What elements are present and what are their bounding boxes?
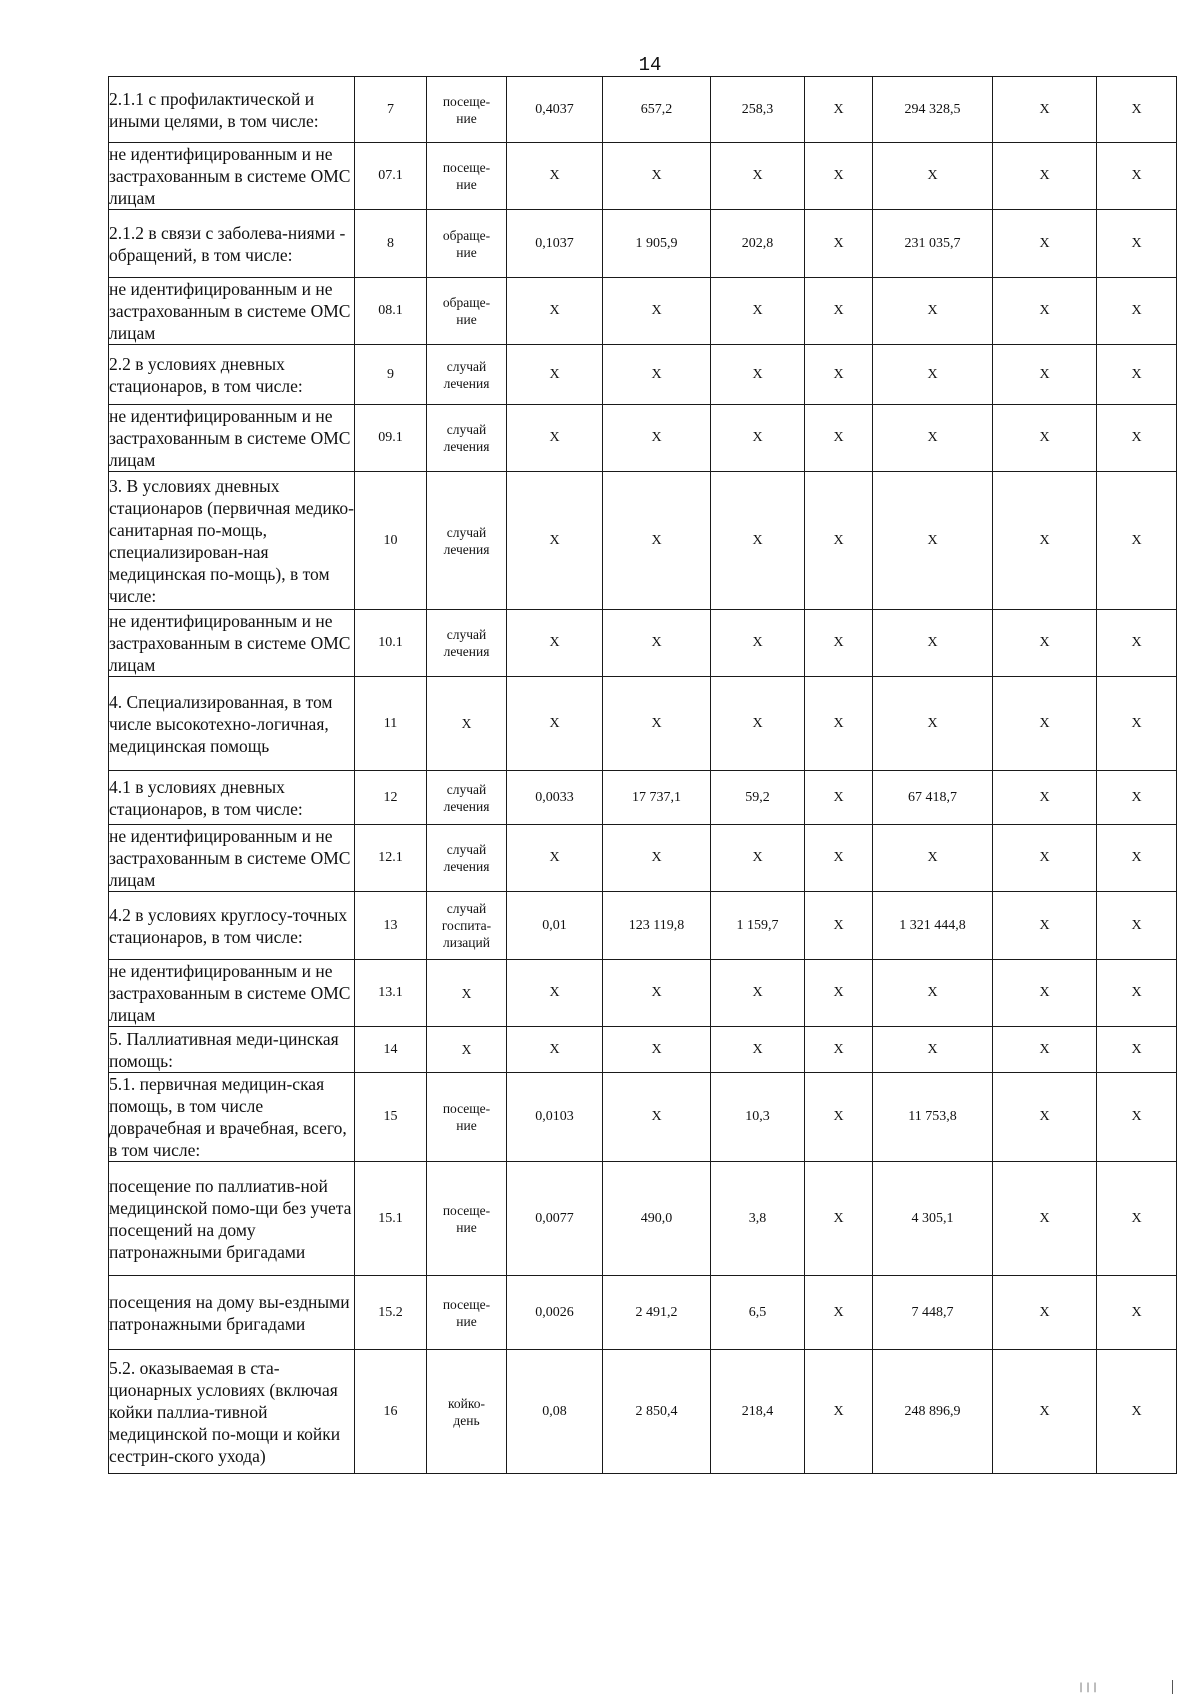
unit-cell: посеще- ние	[427, 143, 507, 210]
row-label: 5.1. первичная медицин-ская помощь, в том числе доврачебная и врачебная, всего, в том числе:	[109, 1073, 355, 1162]
value-cell: 11 753,8	[873, 1073, 993, 1162]
value-cell: Х	[711, 960, 805, 1027]
value-cell: Х	[805, 1350, 873, 1474]
value-cell: Х	[1097, 1073, 1177, 1162]
value-cell: Х	[993, 825, 1097, 892]
value-cell: 6,5	[711, 1276, 805, 1350]
volumes-table	[108, 76, 1177, 1474]
value-cell: Х	[1097, 345, 1177, 405]
value-cell: 1 321 444,8	[873, 892, 993, 960]
row-number: 11	[355, 677, 427, 771]
table-row	[109, 1276, 1177, 1350]
value-cell: Х	[993, 892, 1097, 960]
value-cell: Х	[805, 1276, 873, 1350]
table-row	[109, 771, 1177, 825]
value-cell: Х	[993, 345, 1097, 405]
value-cell: Х	[603, 677, 711, 771]
value-cell: Х	[993, 610, 1097, 677]
row-number: 13	[355, 892, 427, 960]
value-cell: Х	[805, 677, 873, 771]
unit-cell: случай лечения	[427, 405, 507, 472]
row-number: 15	[355, 1073, 427, 1162]
row-number: 14	[355, 1027, 427, 1073]
row-number: 7	[355, 77, 427, 143]
value-cell: Х	[993, 960, 1097, 1027]
value-cell: 231 035,7	[873, 210, 993, 278]
value-cell: Х	[507, 278, 603, 345]
row-number: 13.1	[355, 960, 427, 1027]
value-cell: Х	[873, 472, 993, 610]
value-cell: Х	[711, 1027, 805, 1073]
page-number: 14	[638, 54, 662, 76]
table-row	[109, 278, 1177, 345]
value-cell: Х	[603, 1073, 711, 1162]
value-cell: Х	[873, 825, 993, 892]
row-number: 08.1	[355, 278, 427, 345]
table-row	[109, 1073, 1177, 1162]
value-cell: Х	[1097, 610, 1177, 677]
value-cell: Х	[507, 960, 603, 1027]
unit-cell: случай лечения	[427, 345, 507, 405]
value-cell: 0,0026	[507, 1276, 603, 1350]
value-cell: Х	[1097, 143, 1177, 210]
table-row	[109, 1162, 1177, 1276]
value-cell: Х	[873, 610, 993, 677]
value-cell: Х	[993, 472, 1097, 610]
value-cell: Х	[873, 1027, 993, 1073]
value-cell: 1 159,7	[711, 892, 805, 960]
value-cell: Х	[1097, 472, 1177, 610]
value-cell: Х	[603, 345, 711, 405]
row-label: не идентифицированным и не застрахованным в системе ОМС лицам	[109, 610, 355, 677]
scan-marks: |||	[1078, 1682, 1100, 1693]
value-cell: 3,8	[711, 1162, 805, 1276]
table-row	[109, 892, 1177, 960]
value-cell: Х	[993, 677, 1097, 771]
value-cell: 10,3	[711, 1073, 805, 1162]
value-cell: Х	[805, 892, 873, 960]
row-label: 2.1.1 с профилактической и иными целями, в том числе:	[109, 77, 355, 143]
value-cell: Х	[507, 405, 603, 472]
value-cell: Х	[993, 143, 1097, 210]
value-cell: Х	[711, 825, 805, 892]
value-cell: Х	[711, 143, 805, 210]
value-cell: Х	[993, 1073, 1097, 1162]
value-cell: 17 737,1	[603, 771, 711, 825]
table-row	[109, 1027, 1177, 1073]
value-cell: Х	[1097, 210, 1177, 278]
value-cell: 59,2	[711, 771, 805, 825]
value-cell: Х	[1097, 77, 1177, 143]
value-cell: Х	[805, 771, 873, 825]
value-cell: Х	[603, 1027, 711, 1073]
value-cell: Х	[507, 1027, 603, 1073]
unit-cell: посеще- ние	[427, 1073, 507, 1162]
value-cell: Х	[1097, 1162, 1177, 1276]
value-cell: Х	[507, 610, 603, 677]
row-label: не идентифицированным и не застрахованным в системе ОМС лицам	[109, 143, 355, 210]
row-number: 15.1	[355, 1162, 427, 1276]
row-label: 5. Паллиативная меди-цинская помощь:	[109, 1027, 355, 1073]
value-cell: 0,4037	[507, 77, 603, 143]
value-cell: 1 905,9	[603, 210, 711, 278]
value-cell: 2 850,4	[603, 1350, 711, 1474]
value-cell: Х	[873, 677, 993, 771]
value-cell: Х	[711, 278, 805, 345]
value-cell: Х	[1097, 1276, 1177, 1350]
value-cell: Х	[1097, 960, 1177, 1027]
value-cell: Х	[993, 1162, 1097, 1276]
value-cell: 123 119,8	[603, 892, 711, 960]
value-cell: Х	[805, 77, 873, 143]
value-cell: Х	[805, 1162, 873, 1276]
row-number: 8	[355, 210, 427, 278]
value-cell: 2 491,2	[603, 1276, 711, 1350]
unit-cell: случай лечения	[427, 610, 507, 677]
table-row	[109, 345, 1177, 405]
value-cell: Х	[993, 1350, 1097, 1474]
value-cell: Х	[1097, 677, 1177, 771]
value-cell: 0,0077	[507, 1162, 603, 1276]
value-cell: 67 418,7	[873, 771, 993, 825]
table-row	[109, 405, 1177, 472]
value-cell: 0,1037	[507, 210, 603, 278]
table-row	[109, 210, 1177, 278]
table-row	[109, 143, 1177, 210]
row-number: 09.1	[355, 405, 427, 472]
value-cell: Х	[603, 472, 711, 610]
value-cell: 7 448,7	[873, 1276, 993, 1350]
value-cell: Х	[873, 405, 993, 472]
row-label: 2.2 в условиях дневных стационаров, в том числе:	[109, 345, 355, 405]
value-cell: 218,4	[711, 1350, 805, 1474]
value-cell: 4 305,1	[873, 1162, 993, 1276]
value-cell: Х	[993, 405, 1097, 472]
value-cell: 294 328,5	[873, 77, 993, 143]
row-number: 12.1	[355, 825, 427, 892]
value-cell: 0,0103	[507, 1073, 603, 1162]
unit-cell: посеще- ние	[427, 1276, 507, 1350]
value-cell: Х	[805, 825, 873, 892]
unit-cell: обраще- ние	[427, 210, 507, 278]
value-cell: Х	[805, 143, 873, 210]
row-label: не идентифицированным и не застрахованным в системе ОМС лицам	[109, 405, 355, 472]
unit-cell: случай госпита- лизаций	[427, 892, 507, 960]
value-cell: Х	[711, 405, 805, 472]
table-row	[109, 1350, 1177, 1474]
value-cell: Х	[711, 610, 805, 677]
row-label: не идентифицированным и не застрахованным в системе ОМС лицам	[109, 278, 355, 345]
value-cell: Х	[603, 825, 711, 892]
value-cell: Х	[1097, 771, 1177, 825]
unit-cell: обраще- ние	[427, 278, 507, 345]
table-row	[109, 677, 1177, 771]
value-cell: Х	[1097, 892, 1177, 960]
row-label: 4.2 в условиях круглосу-точных стационаров, в том числе:	[109, 892, 355, 960]
row-label: 3. В условиях дневных стационаров (первичная медико-санитарная по-мощь, специализирован-ная медицинская по-мощь), в том числе:	[109, 472, 355, 610]
value-cell: Х	[1097, 278, 1177, 345]
row-label: 4.1 в условиях дневных стационаров, в том числе:	[109, 771, 355, 825]
value-cell: Х	[873, 960, 993, 1027]
value-cell: Х	[805, 345, 873, 405]
scan-mark-line	[1172, 1680, 1173, 1694]
unit-cell: Х	[427, 1027, 507, 1073]
value-cell: Х	[507, 472, 603, 610]
value-cell: Х	[993, 1027, 1097, 1073]
unit-cell: случай лечения	[427, 825, 507, 892]
row-number: 10.1	[355, 610, 427, 677]
table-row	[109, 825, 1177, 892]
value-cell: Х	[507, 143, 603, 210]
value-cell: Х	[603, 405, 711, 472]
row-label: посещение по паллиатив-ной медицинской помо-щи без учета посещений на дому патронажными бригадами	[109, 1162, 355, 1276]
value-cell: Х	[873, 278, 993, 345]
row-label: 5.2. оказываемая в ста-ционарных условиях (включая койки паллиа-тивной медицинской по-мощи и койки сестрин-ского ухода)	[109, 1350, 355, 1474]
value-cell: Х	[805, 472, 873, 610]
value-cell: Х	[805, 1027, 873, 1073]
row-label: 4. Специализированная, в том числе высокотехно-логичная, медицинская помощь	[109, 677, 355, 771]
unit-cell: койко- день	[427, 1350, 507, 1474]
table-row	[109, 472, 1177, 610]
value-cell: Х	[993, 77, 1097, 143]
value-cell: Х	[873, 345, 993, 405]
row-label: не идентифицированным и не застрахованным в системе ОМС лицам	[109, 825, 355, 892]
unit-cell: посеще- ние	[427, 77, 507, 143]
value-cell: Х	[603, 610, 711, 677]
value-cell: Х	[1097, 825, 1177, 892]
unit-cell: посеще- ние	[427, 1162, 507, 1276]
value-cell: Х	[603, 143, 711, 210]
row-label: 2.1.2 в связи с заболева-ниями - обращений, в том числе:	[109, 210, 355, 278]
unit-cell: Х	[427, 677, 507, 771]
value-cell: 490,0	[603, 1162, 711, 1276]
value-cell: Х	[1097, 1027, 1177, 1073]
row-number: 16	[355, 1350, 427, 1474]
unit-cell: случай лечения	[427, 771, 507, 825]
value-cell: 248 896,9	[873, 1350, 993, 1474]
value-cell: Х	[805, 960, 873, 1027]
table-row	[109, 960, 1177, 1027]
value-cell: Х	[993, 278, 1097, 345]
value-cell: 657,2	[603, 77, 711, 143]
value-cell: 202,8	[711, 210, 805, 278]
unit-cell: Х	[427, 960, 507, 1027]
row-number: 10	[355, 472, 427, 610]
table-row	[109, 610, 1177, 677]
value-cell: Х	[1097, 405, 1177, 472]
value-cell: Х	[805, 405, 873, 472]
unit-cell: случай лечения	[427, 472, 507, 610]
value-cell: Х	[805, 1073, 873, 1162]
value-cell: Х	[805, 210, 873, 278]
value-cell: Х	[603, 278, 711, 345]
value-cell: 0,0033	[507, 771, 603, 825]
value-cell: Х	[993, 1276, 1097, 1350]
table-row	[109, 77, 1177, 143]
value-cell: 258,3	[711, 77, 805, 143]
value-cell: Х	[603, 960, 711, 1027]
value-cell: Х	[805, 610, 873, 677]
row-number: 07.1	[355, 143, 427, 210]
value-cell: Х	[805, 278, 873, 345]
value-cell: Х	[711, 677, 805, 771]
value-cell: Х	[993, 210, 1097, 278]
value-cell: Х	[993, 771, 1097, 825]
value-cell: Х	[507, 677, 603, 771]
value-cell: 0,08	[507, 1350, 603, 1474]
row-number: 9	[355, 345, 427, 405]
row-label: не идентифицированным и не застрахованным в системе ОМС лицам	[109, 960, 355, 1027]
value-cell: Х	[711, 345, 805, 405]
value-cell: Х	[507, 825, 603, 892]
value-cell: 0,01	[507, 892, 603, 960]
row-number: 12	[355, 771, 427, 825]
row-number: 15.2	[355, 1276, 427, 1350]
value-cell: Х	[1097, 1350, 1177, 1474]
row-label: посещения на дому вы-ездными патронажными бригадами	[109, 1276, 355, 1350]
value-cell: Х	[711, 472, 805, 610]
value-cell: Х	[507, 345, 603, 405]
value-cell: Х	[873, 143, 993, 210]
